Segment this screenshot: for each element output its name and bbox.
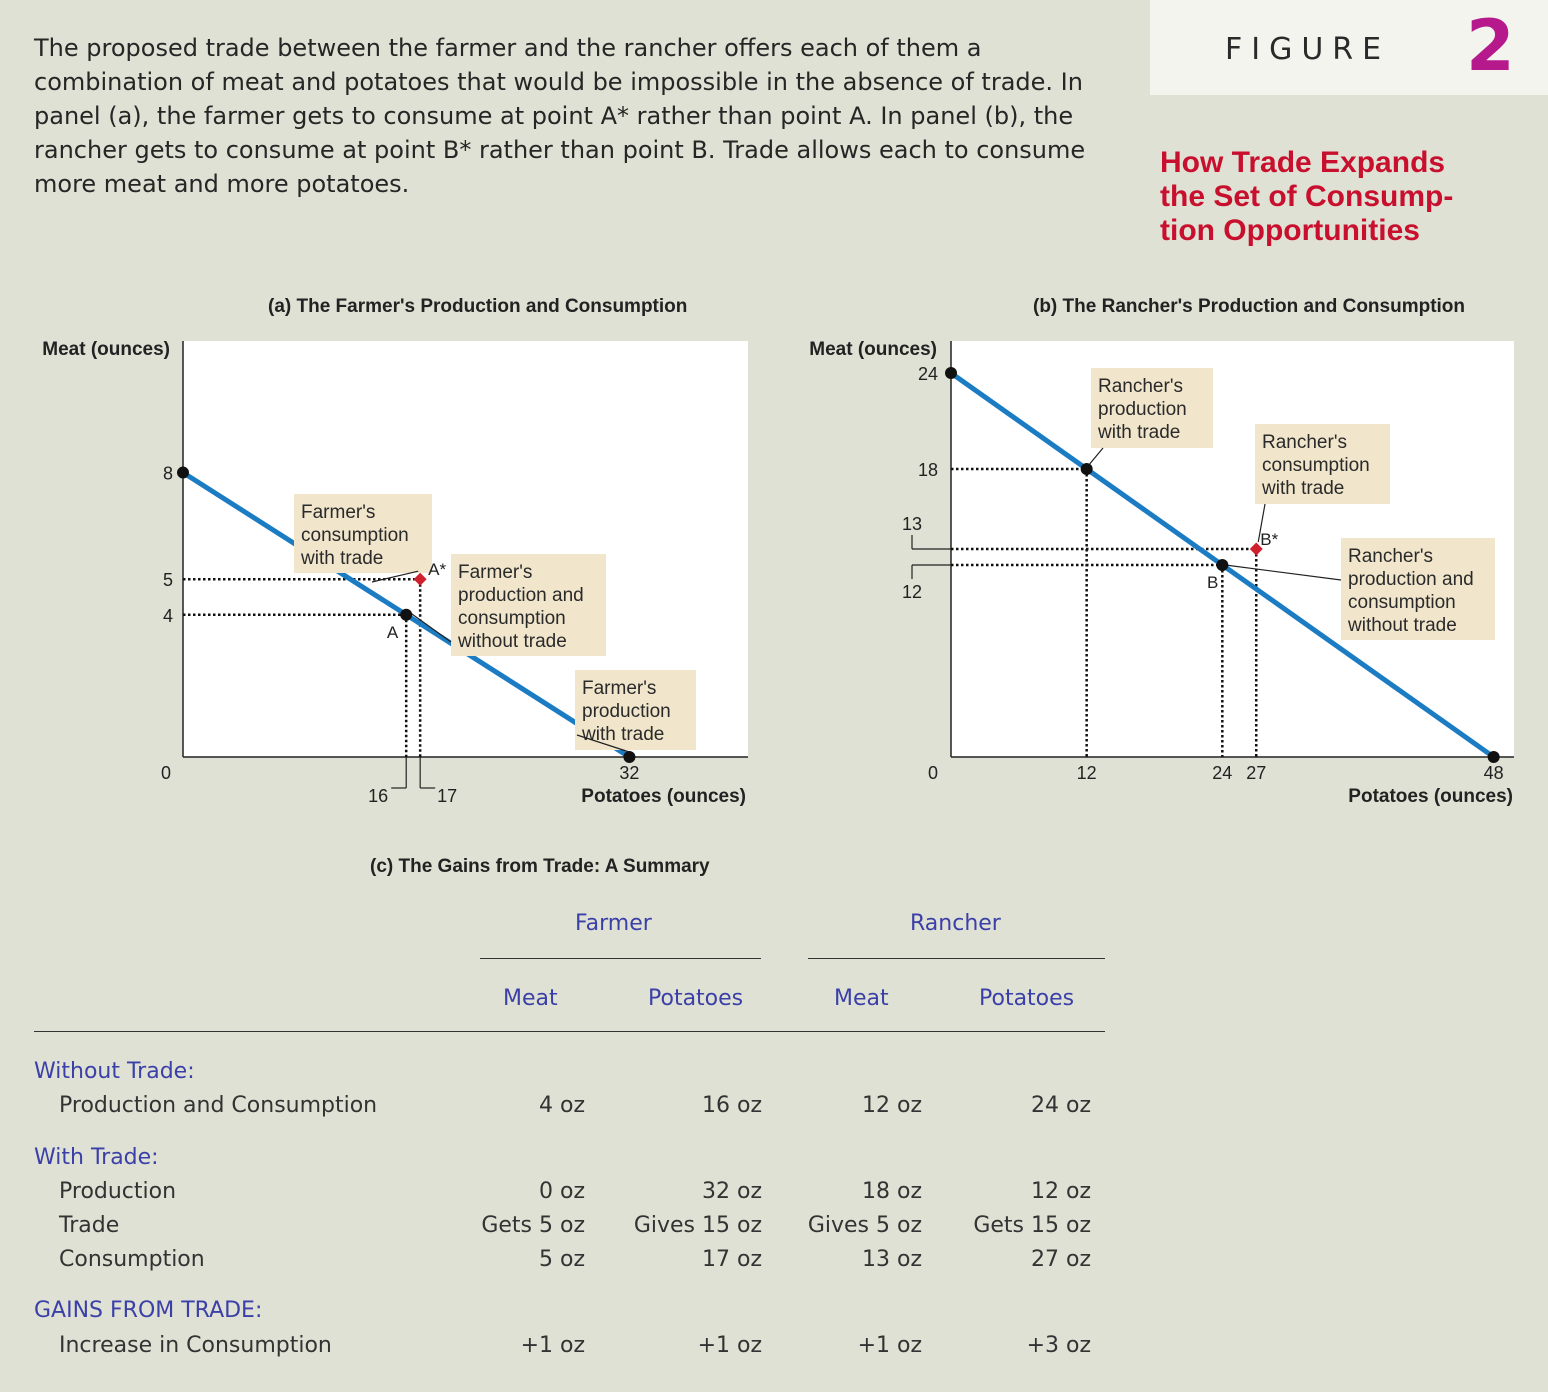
- y-tick-label-b: 12: [901, 582, 922, 602]
- callout-farmer-no-trade-text: without trade: [458, 631, 567, 652]
- table-cell: 5 oz: [539, 1247, 585, 1272]
- callout-farmer-production-text: Farmer's: [582, 678, 657, 699]
- table-cell: Gives 15 oz: [633, 1213, 762, 1238]
- row-label: Production: [59, 1179, 177, 1204]
- callout-rancher-no-trade-text: Rancher's: [1348, 546, 1433, 567]
- col-farmer-potatoes: Potatoes: [648, 986, 744, 1011]
- y-tick-label-b: 18: [917, 460, 938, 480]
- table-cell: 13 oz: [862, 1247, 922, 1272]
- callout-rancher-production-text: Rancher's: [1098, 376, 1183, 397]
- table-cell: +1 oz: [857, 1333, 922, 1358]
- col-rancher-meat: Meat: [834, 986, 889, 1011]
- y-tick-label-b: 24: [917, 364, 938, 384]
- callout-farmer-no-trade-text: consumption: [458, 608, 566, 629]
- table-cell: 32 oz: [702, 1179, 762, 1204]
- y-axis-label-a: Meat (ounces): [42, 339, 170, 360]
- table-cell: +1 oz: [697, 1333, 762, 1358]
- callout-farmer-consumption-text: consumption: [301, 525, 409, 546]
- callout-farmer-consumption-text: with trade: [301, 548, 384, 569]
- table-cell: 12 oz: [862, 1093, 922, 1118]
- point-label-a-star: A*: [428, 560, 447, 580]
- table-cell: 24 oz: [1031, 1093, 1091, 1118]
- figure-number: 2: [1466, 5, 1515, 87]
- x-tick-label-b: 48: [1483, 763, 1504, 783]
- col-rancher-potatoes: Potatoes: [979, 986, 1075, 1011]
- point-a-intercept-y: [177, 467, 189, 479]
- col-farmer-meat: Meat: [503, 986, 558, 1011]
- table-cell: 27 oz: [1031, 1247, 1091, 1272]
- table-cell: Gets 5 oz: [481, 1213, 585, 1238]
- point-a: [400, 609, 412, 621]
- x-axis-label-b: Potatoes (ounces): [1348, 786, 1513, 807]
- callout-farmer-no-trade-text: Farmer's: [458, 562, 533, 583]
- table-cell: +3 oz: [1026, 1333, 1091, 1358]
- table-cell: Gets 15 oz: [973, 1213, 1091, 1238]
- section-with-trade: With Trade:: [34, 1145, 159, 1170]
- x-tick-label-b: 24: [1212, 763, 1233, 783]
- point-b-intercept-x: [1488, 751, 1500, 763]
- point-b-production: [1081, 463, 1093, 475]
- row-label: Trade: [59, 1213, 120, 1238]
- row-label: Production and Consumption: [59, 1093, 378, 1118]
- figure-title: How Trade Expands the Set of Consump- tion Opportunities: [1160, 146, 1454, 247]
- point-label-b: B: [1206, 573, 1219, 592]
- x-tick-label-b: 12: [1076, 763, 1097, 783]
- table-cell: 4 oz: [539, 1093, 585, 1118]
- farmer-rule: [480, 958, 761, 959]
- callout-rancher-production-text: with trade: [1098, 422, 1181, 443]
- table-cell: 18 oz: [862, 1179, 922, 1204]
- panel-c-title: (c) The Gains from Trade: A Summary: [370, 856, 710, 877]
- y-tick-label-b: 13: [901, 514, 922, 534]
- x-tick-label-b: 27: [1246, 763, 1267, 783]
- callout-rancher-no-trade-text: consumption: [1348, 592, 1456, 613]
- table-cell: Gives 5 oz: [807, 1213, 922, 1238]
- point-a-intercept-x: [623, 751, 635, 763]
- row-label: Increase in Consumption: [59, 1333, 332, 1358]
- origin-label-a: 0: [160, 763, 172, 783]
- panel-a-title: (a) The Farmer's Production and Consumption: [268, 296, 688, 317]
- point-label-a: A: [386, 622, 399, 642]
- x-axis-label-a: Potatoes (ounces): [581, 786, 746, 807]
- callout-farmer-no-trade-text: production and: [458, 585, 584, 606]
- callout-rancher-consumption-text: Rancher's: [1262, 432, 1347, 453]
- x-tick-label-a: 16: [368, 786, 389, 806]
- section-without-trade: Without Trade:: [34, 1059, 195, 1084]
- header-rule: [34, 1031, 1105, 1032]
- row-label: Consumption: [59, 1247, 205, 1272]
- table-cell: 16 oz: [702, 1093, 762, 1118]
- callout-rancher-no-trade-text: production and: [1348, 569, 1474, 590]
- figure-caption: The proposed trade between the farmer and the rancher offers each of them a combination of meat and potatoes that would be impossible in the absence of trade. In panel (a), the farmer gets to consume at point A* rather than point A. In panel (b), the rancher gets to consume at point B* rather than point B. Trade allows each to consume more meat and more potatoes.: [34, 34, 1086, 198]
- callout-farmer-production-text: production: [582, 701, 671, 722]
- y-tick-label-a: 4: [162, 605, 173, 626]
- callout-rancher-production-text: production: [1098, 399, 1187, 420]
- callout-rancher-consumption-text: with trade: [1262, 478, 1345, 499]
- group-rancher: Rancher: [910, 911, 1001, 936]
- callout-farmer-production-text: with trade: [582, 724, 665, 745]
- y-axis-label-b: Meat (ounces): [809, 339, 937, 360]
- figure-word: FIGURE: [1225, 32, 1391, 67]
- section-gains: GAINS FROM TRADE:: [34, 1298, 263, 1323]
- x-tick-label-a: 17: [437, 786, 458, 806]
- point-b-intercept-y: [945, 367, 957, 379]
- panel-b-title: (b) The Rancher's Production and Consumption: [1033, 296, 1466, 317]
- table-cell: 12 oz: [1031, 1179, 1091, 1204]
- callout-farmer-consumption-text: Farmer's: [301, 502, 376, 523]
- y-tick-label-a: 5: [162, 570, 173, 591]
- callout-rancher-no-trade-text: without trade: [1348, 615, 1457, 636]
- table-cell: 0 oz: [539, 1179, 585, 1204]
- group-farmer: Farmer: [575, 911, 652, 936]
- table-cell: +1 oz: [520, 1333, 585, 1358]
- callout-rancher-consumption-text: consumption: [1262, 455, 1370, 476]
- origin-label-b: 0: [927, 763, 939, 783]
- y-tick-label-a: 8: [162, 463, 173, 484]
- point-b: [1216, 559, 1228, 571]
- table-cell: 17 oz: [702, 1247, 762, 1272]
- point-label-b-star: B*: [1260, 530, 1279, 549]
- rancher-rule: [808, 958, 1105, 959]
- x-tick-label-a: 32: [619, 763, 640, 783]
